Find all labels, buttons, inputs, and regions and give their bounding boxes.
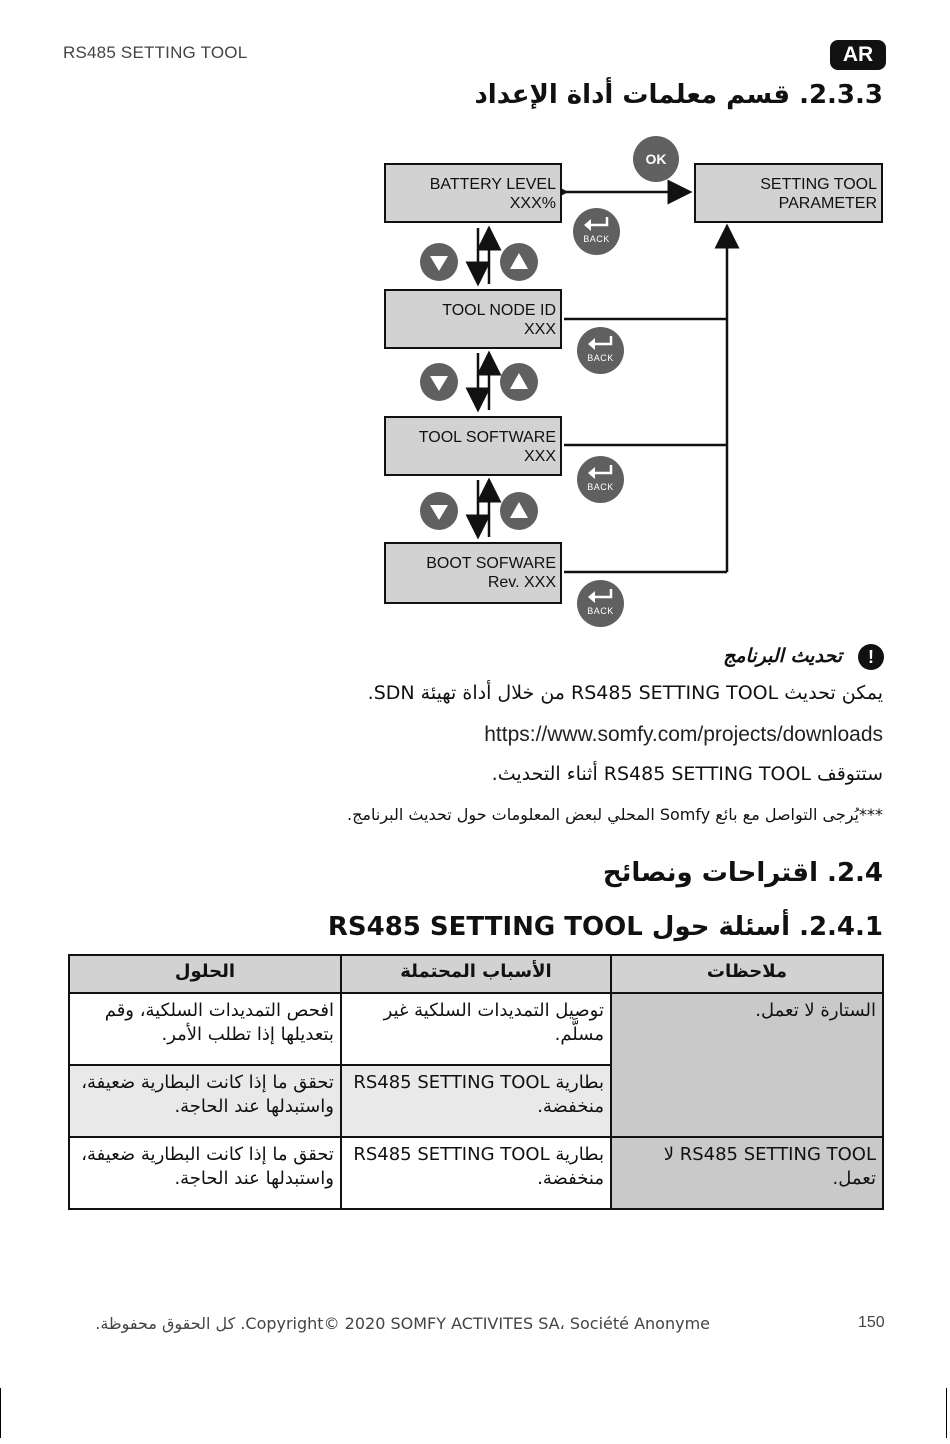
cause-cell: بطارية RS485 SETTING TOOL منخفضة. [341, 1137, 611, 1209]
section-2-4-heading [603, 858, 883, 888]
section-number: 2.4. [827, 858, 883, 888]
back-arrow-icon [587, 588, 615, 604]
tool-software-box [384, 416, 562, 476]
triangle-up-icon [500, 243, 538, 281]
language-badge: AR [830, 40, 886, 70]
triangle-down-icon [420, 492, 458, 530]
solution-cell: تحقق ما إذا كانت البطارية ضعيفة، واستبدلها عند الحاجة. [69, 1137, 341, 1209]
battery-level-label: BATTERY LEVEL [429, 176, 556, 193]
troubleshooting-table [68, 954, 884, 1210]
crop-mark-left [0, 1388, 1, 1438]
triangle-down-icon [420, 243, 458, 281]
tool-software-value: XXX [523, 448, 556, 465]
crop-mark-right [946, 1388, 947, 1438]
section-2-4-1-heading [328, 912, 883, 942]
table-row [69, 993, 883, 1065]
ok-button: OK [633, 136, 679, 182]
cause-cell: بطارية RS485 SETTING TOOL منخفضة. [341, 1065, 611, 1137]
notice-line-4: ***يُرجى التواصل مع بائع Somfy المحلي لبعض المعلومات حول تحديث البرنامج. [347, 805, 883, 824]
observation-cell: الستارة لا تعمل. [611, 993, 883, 1137]
back-button-1 [573, 208, 620, 255]
battery-level-box [384, 163, 562, 223]
back-label: BACK [583, 234, 610, 244]
down-button-1 [420, 243, 458, 281]
notice-title: تحديث البرنامج [723, 645, 842, 667]
up-button-3 [500, 492, 538, 530]
boot-software-box [384, 542, 562, 604]
tool-node-id-value: XXX [523, 321, 556, 338]
boot-software-value: Rev. XXX [487, 574, 556, 591]
section-title: أسئلة حول RS485 SETTING TOOL [327, 912, 791, 942]
down-button-3 [420, 492, 458, 530]
back-arrow-icon [583, 216, 611, 232]
section-number: 2.3.3. [799, 80, 883, 110]
table-header-row [69, 955, 883, 993]
menu-diagram [380, 130, 890, 635]
battery-level-value: XXX% [509, 195, 556, 212]
back-arrow-icon [587, 464, 615, 480]
exclamation-icon: ! [858, 644, 884, 670]
down-button-2 [420, 363, 458, 401]
triangle-up-icon [500, 492, 538, 530]
solution-cell: افحص التمديدات السلكية، وقم بتعديلها إذا تطلب الأمر. [69, 993, 341, 1065]
tool-node-id-box [384, 289, 562, 349]
section-title: اقتراحات ونصائح [602, 858, 818, 888]
setting-tool-parameter-box [694, 163, 883, 223]
back-button-2 [577, 327, 624, 374]
section-2-3-3-heading [474, 80, 883, 110]
page-number: 150 [858, 1314, 885, 1331]
back-label: BACK [587, 482, 614, 492]
triangle-up-icon [500, 363, 538, 401]
tool-software-label: TOOL SOFTWARE [418, 429, 556, 446]
back-label: BACK [587, 606, 614, 616]
section-number: 2.4.1. [799, 912, 883, 942]
observation-cell: RS485 SETTING TOOL لا تعمل. [611, 1137, 883, 1209]
footer-copyright: Copyright© 2020 SOMFY ACTIVITES SA، Société Anonyme. كل الحقوق محفوظة. [95, 1314, 710, 1333]
boot-software-label: BOOT SOFWARE [426, 555, 556, 572]
notice-line-1: يمكن تحديث RS485 SETTING TOOL من خلال أداة تهيئة SDN. [367, 682, 883, 704]
column-header-solutions: الحلول [69, 955, 341, 993]
up-button-2 [500, 363, 538, 401]
back-arrow-icon [587, 335, 615, 351]
download-link[interactable]: https://www.somfy.com/projects/downloads [484, 723, 883, 746]
notice-line-3: ستتوقف RS485 SETTING TOOL أثناء التحديث. [491, 763, 883, 785]
up-button-1 [500, 243, 538, 281]
cause-cell: توصيل التمديدات السلكية غير مسلَّم. [341, 993, 611, 1065]
column-header-observations: ملاحظات [611, 955, 883, 993]
tool-node-id-label: TOOL NODE ID [442, 302, 556, 319]
section-title: قسم معلمات أداة الإعداد [474, 80, 791, 110]
solution-cell: تحقق ما إذا كانت البطارية ضعيفة، واستبدلها عند الحاجة. [69, 1065, 341, 1137]
back-label: BACK [587, 353, 614, 363]
setting-tool-label: SETTING TOOL [760, 176, 877, 193]
table-row [69, 1137, 883, 1209]
column-header-causes: الأسباب المحتملة [341, 955, 611, 993]
back-button-4 [577, 580, 624, 627]
triangle-down-icon [420, 363, 458, 401]
running-header: RS485 SETTING TOOL [63, 43, 248, 62]
setting-tool-sublabel: PARAMETER [778, 195, 877, 212]
back-button-3 [577, 456, 624, 503]
